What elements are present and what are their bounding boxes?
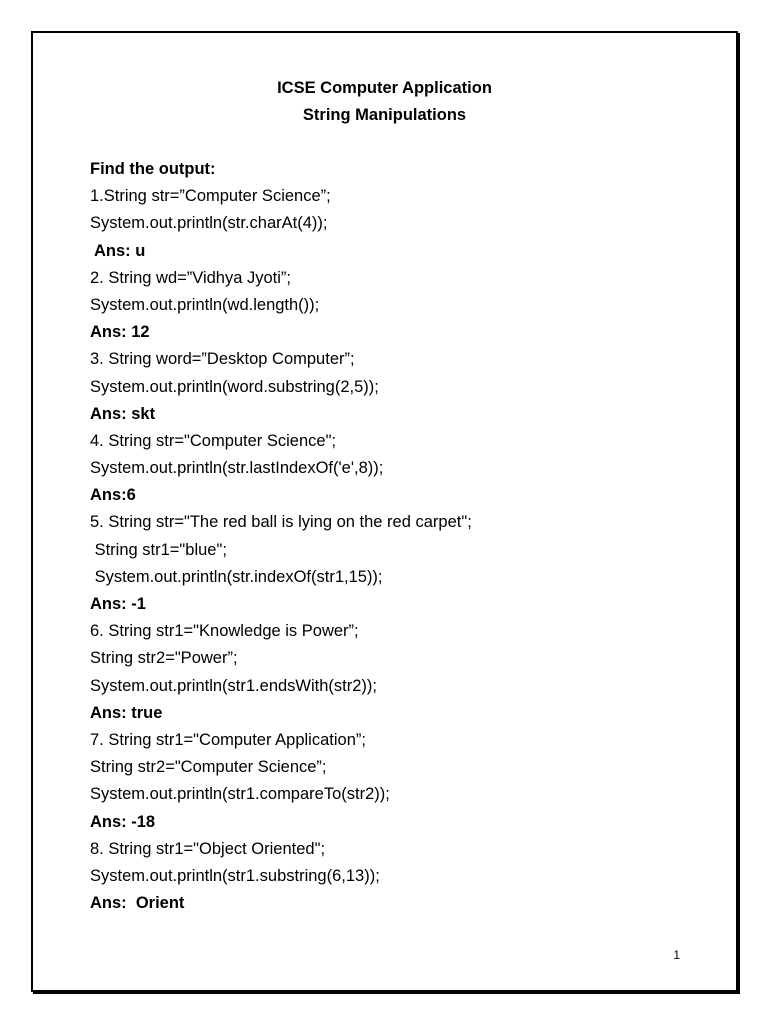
code-line: String str2="Computer Science”;: [90, 758, 327, 777]
document-body: [90, 156, 710, 917]
answer-line: Ans: -1: [90, 595, 146, 613]
code-line: System.out.println(str.charAt(4));: [90, 214, 328, 233]
answer-line: Ans:6: [90, 486, 136, 505]
code-line: System.out.println(str1.compareTo(str2));: [90, 785, 390, 804]
code-line: System.out.println(str.indexOf(str1,15));: [90, 567, 383, 586]
instruction-heading: Find the output:: [90, 160, 216, 178]
code-line: System.out.println(word.substring(2,5));: [90, 377, 379, 396]
code-line: String str2="Power”;: [90, 649, 238, 668]
answer-line: Ans: true: [90, 703, 163, 722]
answer-line: Ans: u: [90, 241, 146, 260]
document-header: [33, 75, 736, 129]
code-line: 4. String str="Computer Science";: [90, 431, 337, 450]
code-line: 1.String str=”Computer Science”;: [90, 187, 331, 206]
answer-line: Ans: skt: [90, 404, 156, 423]
document-subtitle: String Manipulations: [302, 106, 467, 124]
answer-line: Ans: Orient: [90, 894, 185, 913]
code-line: 5. String str="The red ball is lying on the red carpet";: [90, 513, 472, 532]
code-line: System.out.println(wd.length());: [90, 295, 320, 314]
code-line: System.out.println(str1.endsWith(str2));: [90, 676, 377, 695]
code-line: 3. String word=”Desktop Computer”;: [90, 350, 355, 369]
code-line: System.out.println(str1.substring(6,13));: [90, 866, 380, 885]
answer-line: Ans: -18: [90, 812, 156, 831]
code-line: 8. String str1="Object Oriented";: [90, 839, 326, 858]
code-line: String str1="blue";: [90, 540, 227, 559]
code-line: 6. String str1="Knowledge is Power”;: [90, 622, 359, 641]
document-title: ICSE Computer Application: [277, 79, 492, 97]
code-line: 7. String str1="Computer Application”;: [90, 730, 366, 749]
document-page: [31, 31, 738, 992]
page-number: 1: [673, 948, 680, 962]
code-line: 2. String wd=”Vidhya Jyoti”;: [90, 268, 291, 287]
answer-line: Ans: 12: [90, 323, 150, 342]
code-line: System.out.println(str.lastIndexOf('e',8));: [90, 459, 384, 478]
